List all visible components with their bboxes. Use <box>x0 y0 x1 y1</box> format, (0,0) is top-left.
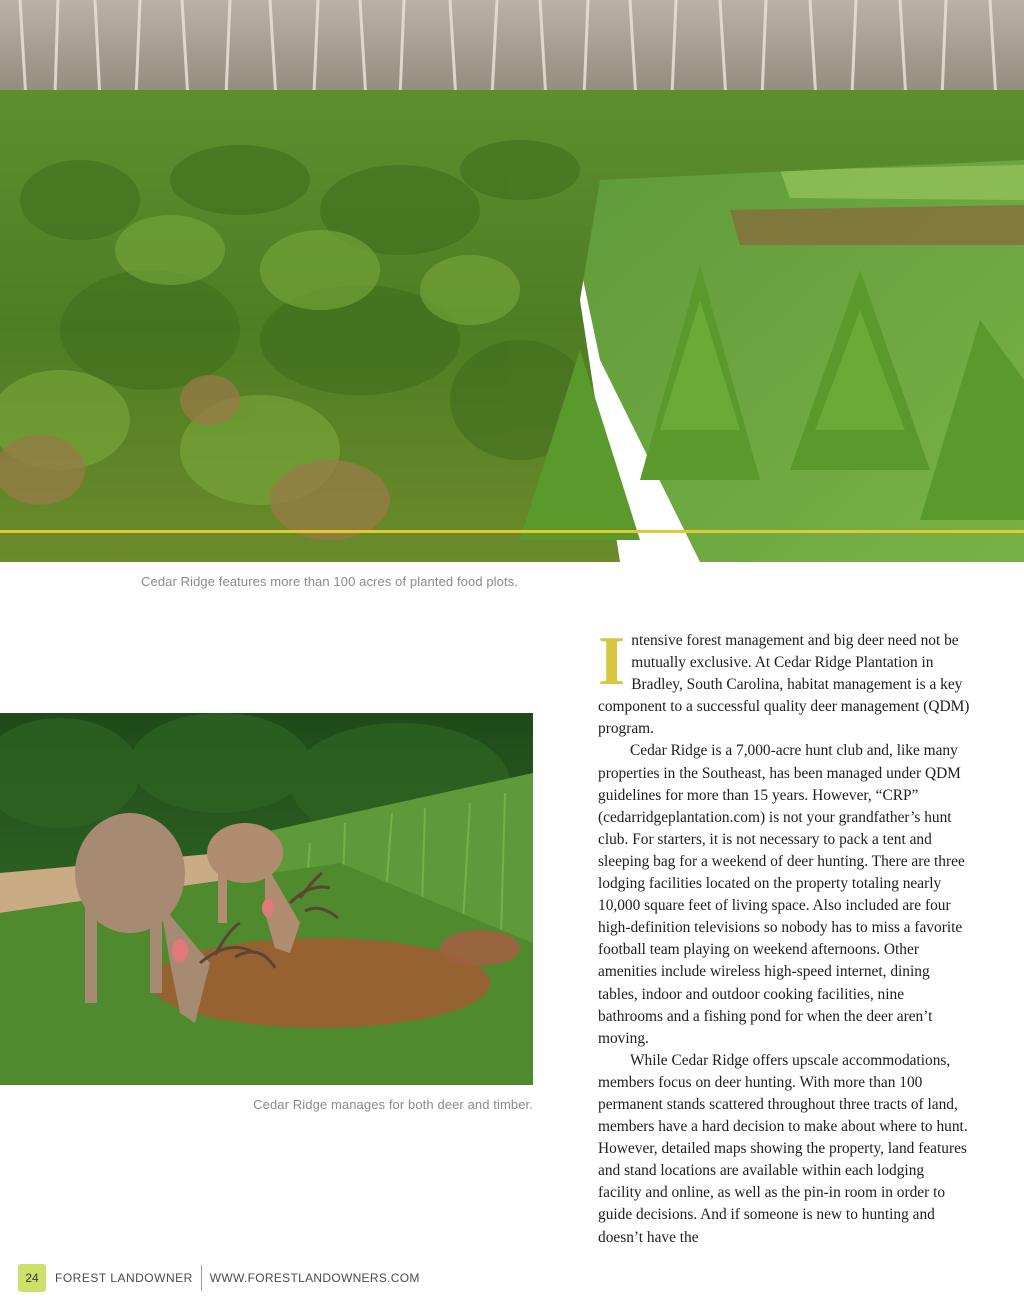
pine-plantation-image <box>0 0 1024 562</box>
deer-trail-camera-image <box>0 713 533 1085</box>
page-footer <box>18 1264 420 1292</box>
page-number: 24 <box>25 1271 39 1285</box>
deer-caption: Cedar Ridge manages for both deer and timber. <box>253 1097 533 1112</box>
hero-photo <box>0 0 1024 562</box>
article-paragraph: Cedar Ridge is a 7,000-acre hunt club and, like many properties in the Southeast, has been managed under QDM guidelines for more than 15 years. However, “CRP” (cedarridgeplantation.com) is not your grandfather’s hunt club. For starters, it is not necessary to pack a tent and sleeping bag for a weekend of deer hunting. There are three lodging facilities located on the property totaling nearly 10,000 square feet of living space. Also included are four high-definition televisions so nobody has to miss a favorite football team playing on weekend afternoons. Other amenities include wireless high-speed internet, dining tables, indoor and outdoor cooking facilities, nine bathrooms and a fishing pond for when the deer aren’t moving. <box>598 742 965 1047</box>
hero-caption: Cedar Ridge features more than 100 acres of planted food plots. <box>141 574 519 589</box>
article-paragraph <box>598 623 970 740</box>
publication-url: WWW.FORESTLANDOWNERS.COM <box>209 1271 420 1285</box>
footer-divider <box>201 1265 202 1291</box>
article-body <box>598 623 970 1249</box>
page-number-badge <box>18 1264 46 1292</box>
drop-cap: I <box>598 623 626 700</box>
hero-accent-rule <box>0 530 1024 533</box>
publication-name: FOREST LANDOWNER <box>55 1271 193 1285</box>
paragraph-text: ntensive forest management and big deer need not be mutually exclusive. At Cedar Ridge Plantation in Bradley, South Carolina, habitat management is a key component to a successful quality deer management (QDM) program. <box>598 632 970 738</box>
deer-photo <box>0 713 533 1085</box>
article-paragraph: While Cedar Ridge offers upscale accommodations, members focus on deer hunting. With more than 100 permanent stands scattered throughout three tracts of land, members have a hard decision to make about where to hunt. However, detailed maps showing the property, land features and stand locations are available within each lodging facility and online, as well as the pin-in room in order to guide decisions. And if someone is new to hunting and doesn’t have the <box>598 1051 968 1246</box>
